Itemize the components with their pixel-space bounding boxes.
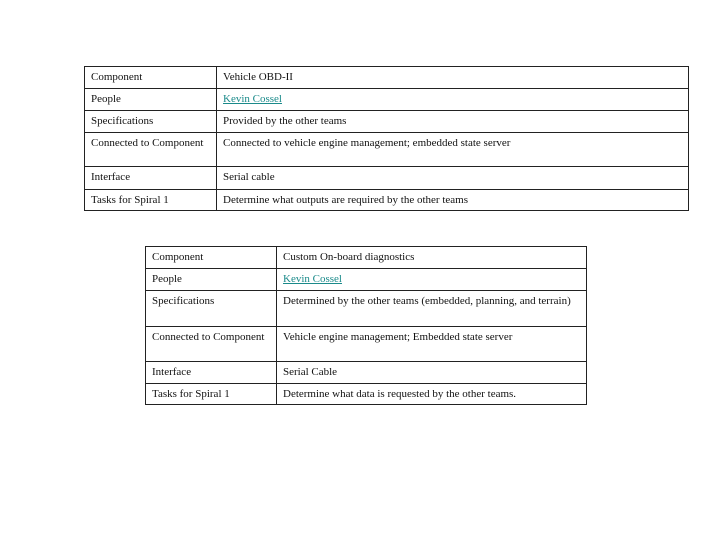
table-row [85,67,689,89]
row-value: Vehicle engine management; Embedded state server [277,327,587,362]
row-value: Serial cable [217,167,689,190]
table-row [146,384,587,405]
row-value: Connected to vehicle engine management; embedded state server [217,133,689,167]
table-row [146,327,587,362]
table-row [146,269,587,291]
row-label: Interface [146,362,277,384]
table-row [85,89,689,111]
row-value [217,89,689,111]
row-value: Serial Cable [277,362,587,384]
row-label: Connected to Component [146,327,277,362]
row-value: Determine what outputs are required by the other teams [217,190,689,211]
table-row [85,133,689,167]
table-row [146,247,587,269]
row-value: Determined by the other teams (embedded, planning, and terrain) [277,291,587,327]
component-table-custom-diagnostics [145,246,587,405]
row-value: Determine what data is requested by the other teams. [277,384,587,405]
table-row [146,362,587,384]
row-label: Tasks for Spiral 1 [146,384,277,405]
person-link[interactable]: Kevin Cossel [223,93,282,105]
row-value: Vehicle OBD-II [217,67,689,89]
row-label: Specifications [85,111,217,133]
row-label: Specifications [146,291,277,327]
row-value [277,269,587,291]
row-label: Connected to Component [85,133,217,167]
table-row [146,291,587,327]
table-row [85,167,689,190]
person-link[interactable]: Kevin Cossel [283,273,342,285]
component-table-obd [84,66,689,211]
row-label: People [85,89,217,111]
row-label: Component [85,67,217,89]
row-label: People [146,269,277,291]
row-value: Custom On-board diagnostics [277,247,587,269]
row-value: Provided by the other teams [217,111,689,133]
row-label: Tasks for Spiral 1 [85,190,217,211]
row-label: Interface [85,167,217,190]
row-label: Component [146,247,277,269]
table-row [85,111,689,133]
table-row [85,190,689,211]
